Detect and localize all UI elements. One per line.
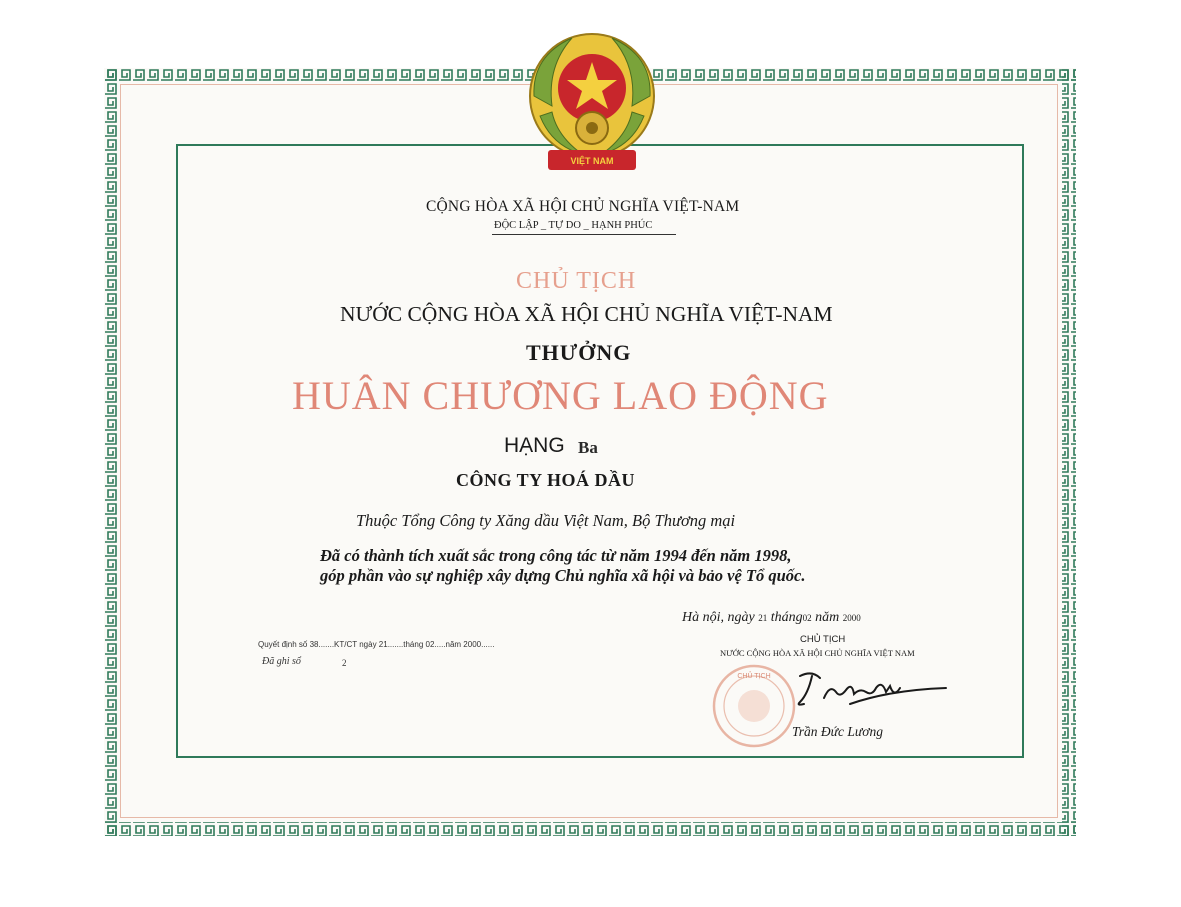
- date-day: 21: [758, 613, 768, 623]
- award-name: HUÂN CHƯƠNG LAO ĐỘNG: [292, 373, 829, 418]
- award-verb: THƯỞNG: [526, 340, 632, 365]
- date-year: 2000: [842, 613, 861, 623]
- inner-green-frame: [176, 144, 1024, 758]
- official-seal-icon: [712, 664, 796, 748]
- signer-name: Trần Đức Lương: [792, 724, 883, 739]
- decision-reference: Quyết định số 38.......KT/CT ngày 21.......tháng 02.....năm 2000......: [258, 640, 495, 649]
- nation-name: CỘNG HÒA XÃ HỘI CHỦ NGHĨA VIỆT-NAM: [426, 198, 740, 215]
- national-emblem-icon: [512, 26, 672, 186]
- emblem-banner-text: VIỆT NAM: [570, 156, 614, 166]
- recipient-affiliation: Thuộc Tổng Công ty Xăng dầu Việt Nam, Bộ Thương mại: [356, 511, 736, 530]
- handwritten-signature: [790, 668, 950, 714]
- citation-line-1: Đã có thành tích xuất sắc trong công tác từ năm 1994 đến năm 1998,: [320, 546, 792, 565]
- motto-underline: [492, 234, 676, 235]
- date-month: 02: [802, 613, 812, 623]
- date-month-label: tháng: [770, 610, 803, 625]
- issue-date: [682, 610, 861, 626]
- country-title: NƯỚC CỘNG HÒA XÃ HỘI CHỦ NGHĨA VIỆT-NAM: [340, 302, 833, 326]
- seal-text: CHỦ TỊCH: [737, 673, 771, 680]
- president-title: CHỦ TỊCH: [516, 268, 637, 294]
- national-motto: ĐỘC LẬP _ TỰ DO _ HẠNH PHÚC: [494, 220, 653, 231]
- rank-label: HẠNG: [504, 434, 565, 457]
- citation-line-2: góp phần vào sự nghiệp xây dựng Chủ nghĩa xã hội và bảo vệ Tổ quốc.: [320, 566, 806, 585]
- rank-value: Ba: [578, 438, 598, 457]
- signature-org: NƯỚC CỘNG HÒA XÃ HỘI CHỦ NGHĨA VIỆT NAM: [720, 648, 915, 658]
- date-place: Hà nội, ngày: [682, 610, 755, 625]
- recipient-name: CÔNG TY HOÁ DẦU: [456, 470, 636, 490]
- register-value: 2: [342, 658, 347, 668]
- date-year-label: năm: [815, 610, 840, 625]
- register-label: Đã ghi sổ: [262, 656, 301, 667]
- signature-title: CHỦ TỊCH: [800, 634, 846, 645]
